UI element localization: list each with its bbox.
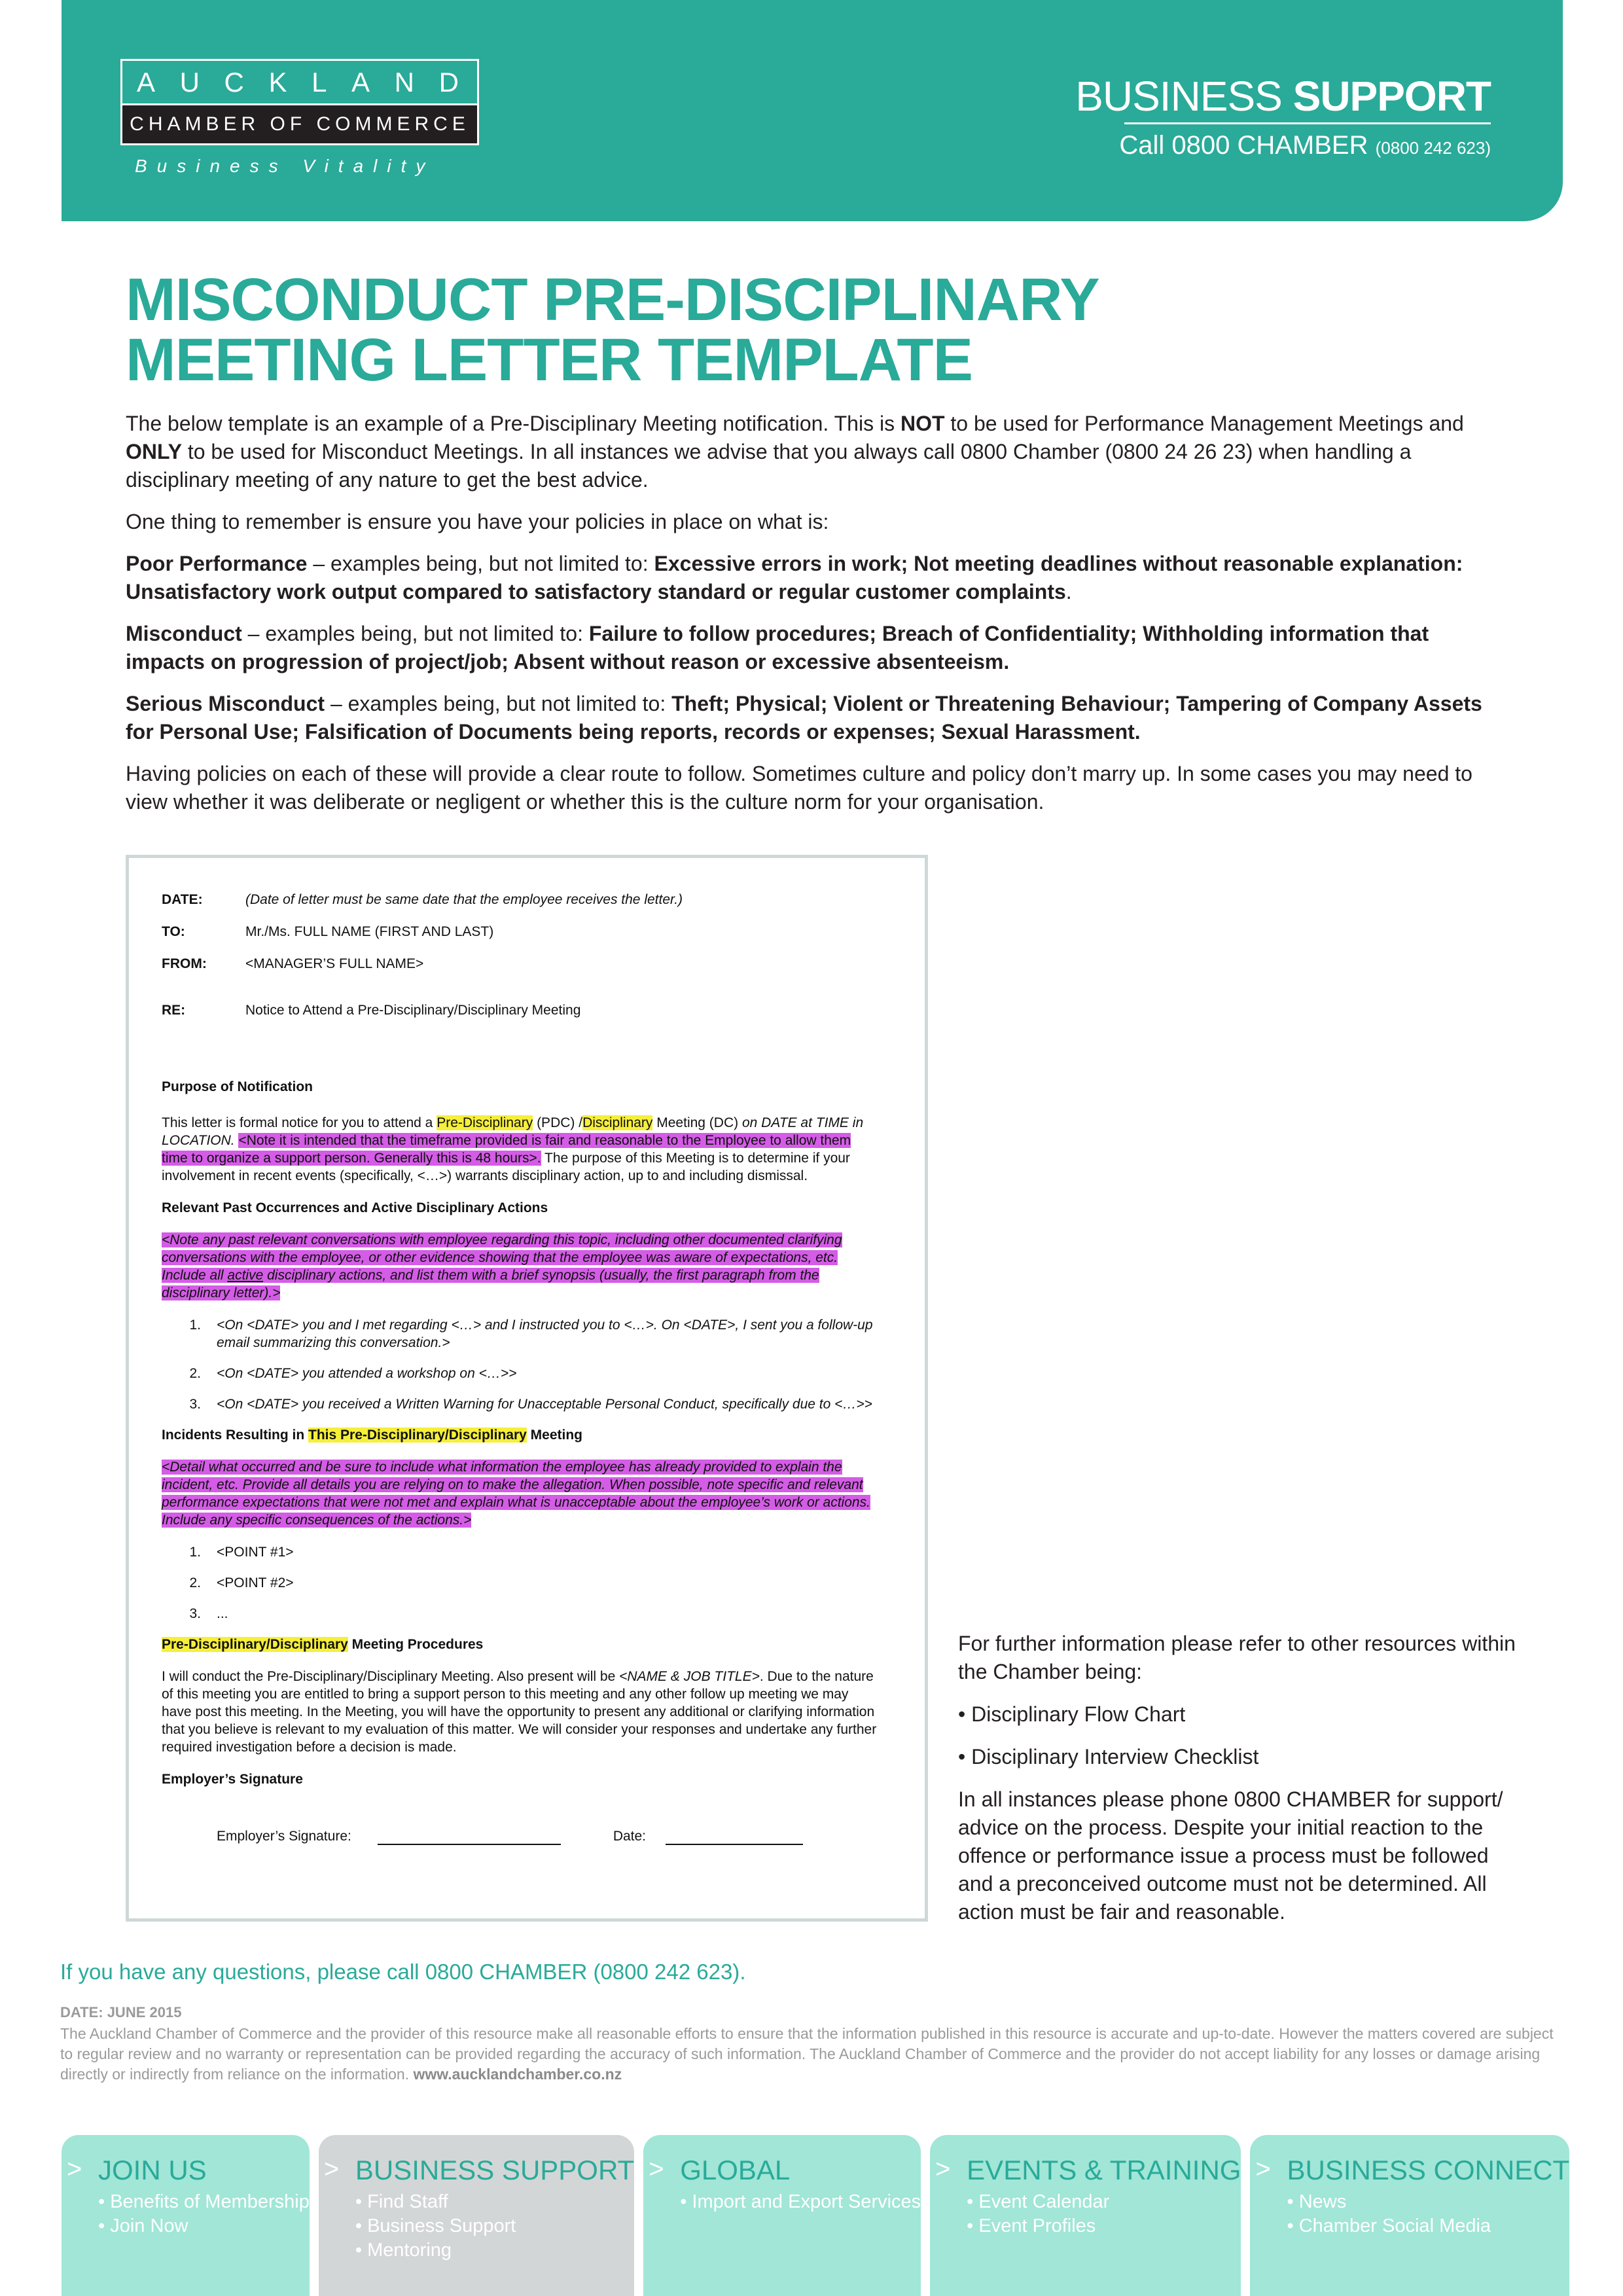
intro-reminder: One thing to remember is ensure you have your policies in place on what is: <box>126 510 829 533</box>
list-number: 1. <box>189 1318 201 1333</box>
page-title-line2: MEETING LETTER TEMPLATE <box>126 327 972 393</box>
from-value: <MANAGER’S FULL NAME> <box>245 956 424 971</box>
chevron-right-icon: > <box>1255 2155 1271 2183</box>
incidents-heading <box>162 1426 879 1444</box>
highlight-pre-disciplinary: Pre-Disciplinary <box>437 1115 533 1130</box>
date-field <box>162 891 879 908</box>
to-field <box>162 923 879 941</box>
procedures-name-title: <NAME & JOB TITLE> <box>619 1669 760 1684</box>
further-info-advice: In all instances please phone 0800 CHAMBER for support/ advice on the process. Despite your initial reaction to the offence or performance issue a process must be followed and a preconceived outcome must not be determined. All action must be fair and reasonable. <box>958 1787 1503 1924</box>
list-number: 2. <box>189 1575 201 1590</box>
to-label: TO: <box>162 924 185 939</box>
logo-letter: N <box>394 66 418 98</box>
re-value: Notice to Attend a Pre-Disciplinary/Disciplinary Meeting <box>245 1003 581 1018</box>
intro-text: The below template is an example of a Pre-Disciplinary Meeting notification. This is <box>126 412 901 435</box>
letter-text: Meeting <box>526 1427 582 1443</box>
list-text: <POINT #2> <box>217 1575 294 1590</box>
highlight-procedures: Pre-Disciplinary/Disciplinary <box>162 1637 348 1652</box>
intro-not: NOT <box>900 412 945 435</box>
list-item <box>162 1395 879 1413</box>
signature-blank[interactable] <box>378 1827 561 1845</box>
re-label: RE: <box>162 1003 186 1018</box>
business-support-title <box>1075 72 1491 120</box>
intro-section <box>126 410 1513 830</box>
logo-letter: U <box>179 66 204 98</box>
serious-misconduct-list: Theft; Physical; Violent or Threatening Behaviour; Tampering of Company Assets for Personal Use; Falsification of Documents being reports, records or expenses; Sexual Harassment. <box>126 692 1482 744</box>
intro-text: to be used for Misconduct Meetings. In all instances we advise that you always call 0800 Chamber (0800 24 26 23) when handling a disciplinary meeting of any nature to get the best advice. <box>126 440 1412 492</box>
signature-label: Employer’s Signature: <box>217 1829 351 1844</box>
footer-tab-title[interactable]: BUSINESS SUPPORT <box>355 2155 635 2185</box>
logo-letter: K <box>268 66 291 98</box>
list-number: 2. <box>189 1366 201 1381</box>
website-link[interactable]: www.aucklandchamber.co.nz <box>413 2066 622 2083</box>
chevron-right-icon: > <box>649 2155 664 2183</box>
logo-letter: L <box>312 66 331 98</box>
footer-tab-title[interactable]: JOIN US <box>98 2155 207 2185</box>
highlight-this-meeting: This Pre-Disciplinary/Disciplinary <box>308 1427 527 1443</box>
incidents-note <box>162 1458 879 1529</box>
list-item <box>162 1574 879 1592</box>
letter-text: Meeting (DC) <box>652 1115 742 1130</box>
disclaimer-date: DATE: JUNE 2015 <box>60 2004 182 2020</box>
re-field <box>162 1001 879 1019</box>
disclaimer-text: The Auckland Chamber of Commerce and the provider of this resource make all reasonable efforts to ensure that the information published in this resource is accurate and up-to-date. However the matters covered are subject to regular review and no warranty or representation can be provided regarding the accuracy of such information. The Auckland Chamber of Commerce and the provider do not accept liability for any losses or damage arising directly or indirectly from reliance on the information. <box>60 2025 1554 2083</box>
poor-performance-paragraph <box>126 550 1513 606</box>
footer-link[interactable]: • Event Profiles <box>967 2215 1096 2236</box>
serious-misconduct-paragraph <box>126 690 1513 746</box>
from-field <box>162 955 879 973</box>
list-number: 3. <box>189 1606 201 1621</box>
date-label: DATE: <box>162 892 203 907</box>
letter-text: (PDC) / <box>533 1115 583 1130</box>
logo-tagline: Business Vitality <box>135 156 435 176</box>
list-item <box>162 1316 879 1352</box>
signature-date-label: Date: <box>613 1829 647 1844</box>
intro-paragraph <box>126 410 1513 494</box>
questions-end: . <box>740 1960 746 1984</box>
letter-text: The purpose of this Meeting is to determine if your involvement in recent events (specifically, <…>) warrants disciplinary action, up to and including dismissal. <box>162 1151 850 1183</box>
signature-heading: Employer’s Signature <box>162 1772 303 1787</box>
letter-text: Incidents Resulting in <box>162 1427 309 1443</box>
highlight-incidents-note: <Detail what occurred and be sure to include what information the employee has already provided to explain the incident, etc. Provide all details you are relying on to make the allegation. When possible, note specific and relevant performance expectations that were not met and explain what is unacceptable about the employee’s work or actions. Include any specific consequences of the actions.> <box>162 1460 870 1528</box>
intro-text: to be used for Performance Management Meetings and <box>944 412 1464 435</box>
list-text: <On <DATE> you received a Written Warning for Unacceptable Personal Conduct, specifically due to <…>> <box>217 1397 872 1412</box>
intro-only: ONLY <box>126 440 182 463</box>
list-item <box>162 1365 879 1382</box>
footer-link[interactable]: • Chamber Social Media <box>1287 2215 1491 2236</box>
list-text: <On <DATE> you attended a workshop on <…>> <box>217 1366 517 1381</box>
logo-auckland-letters <box>120 59 479 103</box>
misconduct-paragraph <box>126 620 1513 676</box>
list-item <box>162 1543 879 1561</box>
past-occurrences-list <box>162 1316 879 1413</box>
poor-performance-label: Poor Performance <box>126 552 308 575</box>
footer-link[interactable]: • Join Now <box>98 2215 188 2236</box>
list-item <box>162 1605 879 1623</box>
misconduct-list: Failure to follow procedures; Breach of Confidentiality; Withholding information that impacts on progression of project/job; Absent without reason or excessive absenteeism. <box>126 622 1429 673</box>
highlight-past-note: disciplinary actions, and list them with a brief synopsis (usually, the first paragraph from the disciplinary letter).> <box>162 1268 819 1300</box>
resource-interview-checklist[interactable]: • Disciplinary Interview Checklist <box>958 1745 1259 1768</box>
highlight-active: active <box>227 1268 264 1283</box>
past-occurrences-heading: Relevant Past Occurrences and Active Disciplinary Actions <box>162 1200 548 1215</box>
serious-misconduct-label: Serious Misconduct <box>126 692 325 715</box>
intro-text: – examples being, but not limited to: <box>325 692 672 715</box>
to-value: Mr./Ms. FULL NAME (FIRST AND LAST) <box>245 924 494 939</box>
footer-tab-business-connect[interactable] <box>1250 2135 1569 2296</box>
page-title <box>126 266 1500 393</box>
list-number: 1. <box>189 1545 201 1560</box>
procedures-heading <box>162 1636 879 1653</box>
letter-text: . Due to the nature of this meeting you are entitled to bring a support person to this meeting and any other follow up meeting we may have post this meeting. In the Meeting, you will have the opportunity to present any additional or clarifying information that you believe is relevant to my evaluation of this matter. We will consider your responses and undertake any further required investigation before a decision is made. <box>162 1669 877 1755</box>
procedures-paragraph <box>162 1668 879 1756</box>
intro-text: – examples being, but not limited to: <box>307 552 654 575</box>
purpose-date-time: on DATE at TIME in LOCATION. <box>162 1115 864 1148</box>
highlight-past-note: <Note any past relevant conversations with employee regarding this topic, including other documented clarifying conversations with the employee, or other evidence showing that the employee was aware of expectations, etc. Include all <box>162 1232 842 1283</box>
logo-letter: A <box>137 66 160 98</box>
purpose-paragraph <box>162 1114 879 1185</box>
header-call-number: (0800 242 623) <box>1375 138 1491 158</box>
footer-tab-title[interactable]: GLOBAL <box>680 2155 791 2185</box>
list-text: <On <DATE> you and I met regarding <…> and I instructed you to <…>. On <DATE>, I sent you a follow-up email summarizing this conversation.> <box>217 1318 873 1350</box>
header-call <box>1119 131 1491 160</box>
list-text: <POINT #1> <box>217 1545 294 1560</box>
footer-link[interactable]: • Business Support <box>355 2215 516 2236</box>
logo-letter: D <box>438 66 463 98</box>
footer-link[interactable]: • Find Staff <box>355 2191 448 2212</box>
letter-text: Meeting Procedures <box>348 1637 484 1652</box>
footer-link[interactable]: • Mentoring <box>355 2240 452 2261</box>
logo-chamber-of-commerce: CHAMBER OF COMMERCE <box>120 103 479 145</box>
incidents-list <box>162 1543 879 1623</box>
footer-tab-join-us[interactable] <box>62 2135 310 2296</box>
header-banner <box>62 0 1563 221</box>
list-number: 3. <box>189 1397 201 1412</box>
footer-link[interactable]: • Import and Export Services <box>680 2191 921 2212</box>
purpose-heading: Purpose of Notification <box>162 1079 313 1094</box>
questions-text: If you have any questions, please call <box>60 1960 425 1984</box>
footer-link[interactable]: • Event Calendar <box>967 2191 1110 2212</box>
poor-performance-list: Excessive errors in work; Not meeting deadlines without reasonable explanation: Unsatisfactory work output compared to satisfactory standard or regular customer complaints <box>126 552 1463 603</box>
intro-text: – examples being, but not limited to: <box>241 622 589 645</box>
header-divider <box>1124 122 1491 124</box>
header-call-text: Call 0800 CHAMBER <box>1119 131 1368 160</box>
business-support-bold: SUPPORT <box>1293 73 1491 120</box>
questions-phone[interactable]: 0800 CHAMBER (0800 242 623) <box>425 1960 740 1984</box>
letter-text: This letter is formal notice for you to attend a <box>162 1115 437 1130</box>
auckland-chamber-logo[interactable] <box>120 59 479 177</box>
misconduct-label: Misconduct <box>126 622 242 645</box>
footer-link[interactable]: • Benefits of Membership <box>98 2191 310 2212</box>
business-support-light: BUSINESS <box>1075 73 1282 120</box>
footer-tab-events-training[interactable] <box>930 2135 1241 2296</box>
policies-paragraph: Having policies on each of these will provide a clear route to follow. Sometimes culture and policy don’t marry up. In some cases you may need to view whether it was deliberate or negligent or whether this is the culture norm for your organisation. <box>126 762 1472 814</box>
chevron-right-icon: > <box>67 2155 82 2183</box>
page-title-line1: MISCONDUCT PRE-DISCIPLINARY <box>126 266 1099 333</box>
from-label: FROM: <box>162 956 207 971</box>
letter-template-box <box>126 855 928 1922</box>
signature-date-blank[interactable] <box>666 1827 803 1845</box>
footer-tab-business-support[interactable] <box>319 2135 634 2296</box>
questions-line <box>60 1960 745 1984</box>
footer-tab-title[interactable]: EVENTS & TRAINING <box>967 2155 1241 2185</box>
further-information <box>958 1630 1521 1941</box>
date-value: (Date of letter must be same date that the employee receives the letter.) <box>245 892 683 907</box>
logo-letter: C <box>224 66 248 98</box>
logo-letter: A <box>351 66 374 98</box>
letter-text: I will conduct the Pre-Disciplinary/Disciplinary Meeting. Also present will be <box>162 1669 620 1684</box>
footer-tab-title[interactable]: BUSINESS CONNECT <box>1287 2155 1570 2185</box>
intro-text: . <box>1065 580 1072 603</box>
disclaimer <box>60 2024 1565 2085</box>
footer-tab-global[interactable] <box>643 2135 921 2296</box>
footer-nav <box>62 2135 1570 2296</box>
chevron-right-icon: > <box>323 2155 340 2183</box>
footer-link[interactable]: • News <box>1287 2191 1347 2212</box>
highlight-timeframe-note: <Note it is intended that the timeframe provided is fair and reasonable to the Employee to allow them time to organize a support person. Generally this is 48 hours>. <box>162 1133 851 1166</box>
signature-line <box>162 1827 879 1845</box>
chevron-right-icon: > <box>935 2155 951 2183</box>
resource-flow-chart[interactable]: • Disciplinary Flow Chart <box>958 1702 1186 1726</box>
highlight-disciplinary: Disciplinary <box>582 1115 653 1130</box>
past-occurrences-note <box>162 1231 879 1302</box>
list-text: ... <box>217 1606 228 1621</box>
further-info-intro: For further information please refer to other resources within the Chamber being: <box>958 1632 1516 1683</box>
